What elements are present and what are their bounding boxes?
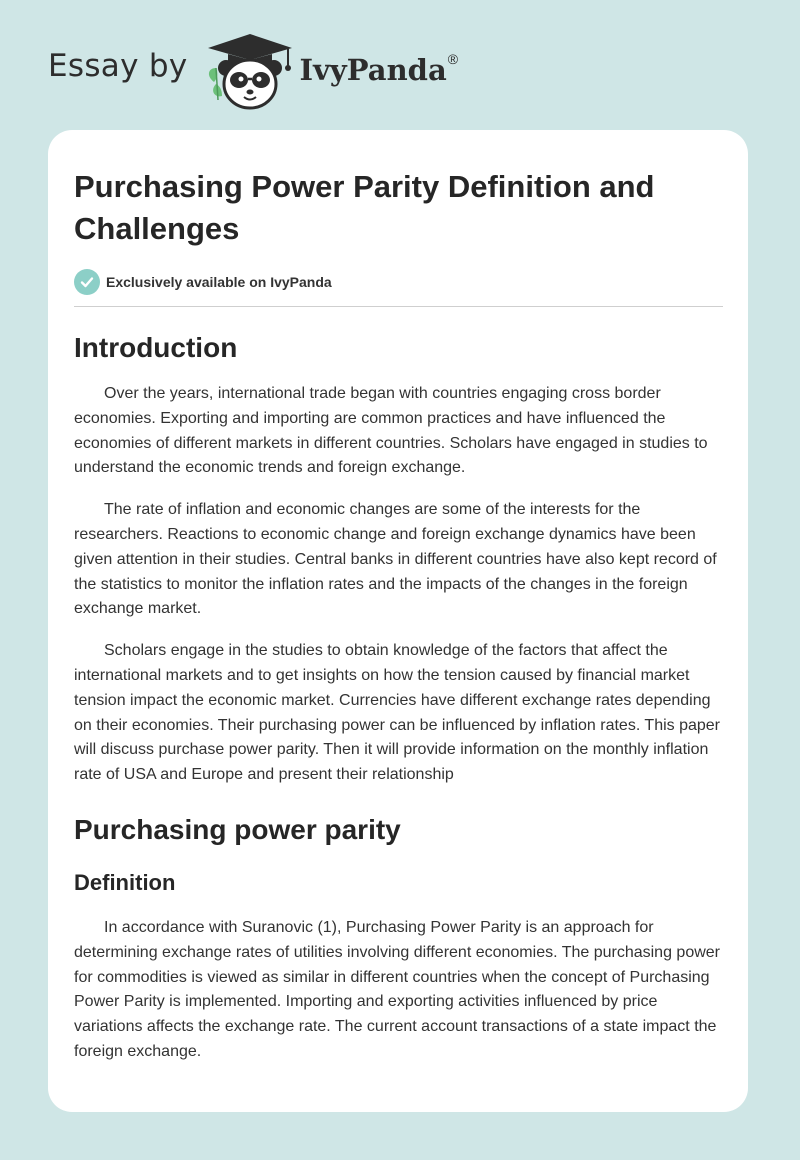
introduction-heading: Introduction bbox=[74, 332, 238, 363]
intro-paragraph-3: Scholars engage in the studies to obtain knowledge of the factors that affect the international markets and to get insights on how the tension caused by financial market tension impact the economic market. Currencies have different exchange rates depending on their economies. Their purchasing power can be influenced by inflation rates. This paper will discuss purchase power parity. Then it will provide information on the monthly inflation rate of USA and Europe and present their relationship bbox=[74, 642, 721, 784]
definition-paragraph-1: In accordance with Suranovic (1), Purchasing Power Parity is an approach for determining exchange rates of utilities involving different economies. The purchasing power for commodities is viewed as similar in different countries when the concept of Purchasing Power Parity is implemented. Importing and exporting activities influenced by price variations affects the exchange rate. The current account transactions of a state impact the foreign exchange. bbox=[74, 918, 720, 1060]
registered-mark: ® bbox=[447, 51, 459, 67]
exclusive-badge bbox=[74, 269, 722, 295]
divider bbox=[74, 306, 723, 307]
exclusive-badge-label: Exclusively available on IvyPanda bbox=[106, 274, 332, 290]
essay-by-label: Essay by bbox=[48, 48, 188, 84]
intro-paragraph-2: The rate of inflation and economic changes are some of the interests for the researchers. Reactions to economic change and foreign exchange dynamics have been given attention in their studies. Central banks in different countries have also kept record of the statistics to monitor the inflation rates and the impacts of the changes in the foreign exchange market. bbox=[74, 501, 717, 618]
intro-paragraph-1: Over the years, international trade began with countries engaging cross border economies. Exporting and importing are common practices and have influenced the economies of different markets in different countries. Scholars have engaged in studies to understand the economic trends and foreign exchange. bbox=[74, 385, 708, 477]
article-card bbox=[48, 130, 748, 1112]
brand-name[interactable] bbox=[300, 51, 459, 87]
definition-heading: Definition bbox=[74, 869, 176, 895]
check-icon bbox=[74, 269, 100, 295]
ppp-heading: Purchasing power parity bbox=[74, 813, 401, 845]
panda-graduate-icon[interactable] bbox=[204, 28, 296, 112]
brand-label: IvyPanda bbox=[299, 53, 447, 87]
site-header bbox=[48, 28, 458, 112]
article-title: Purchasing Power Parity Definition and Challenges bbox=[74, 169, 655, 246]
